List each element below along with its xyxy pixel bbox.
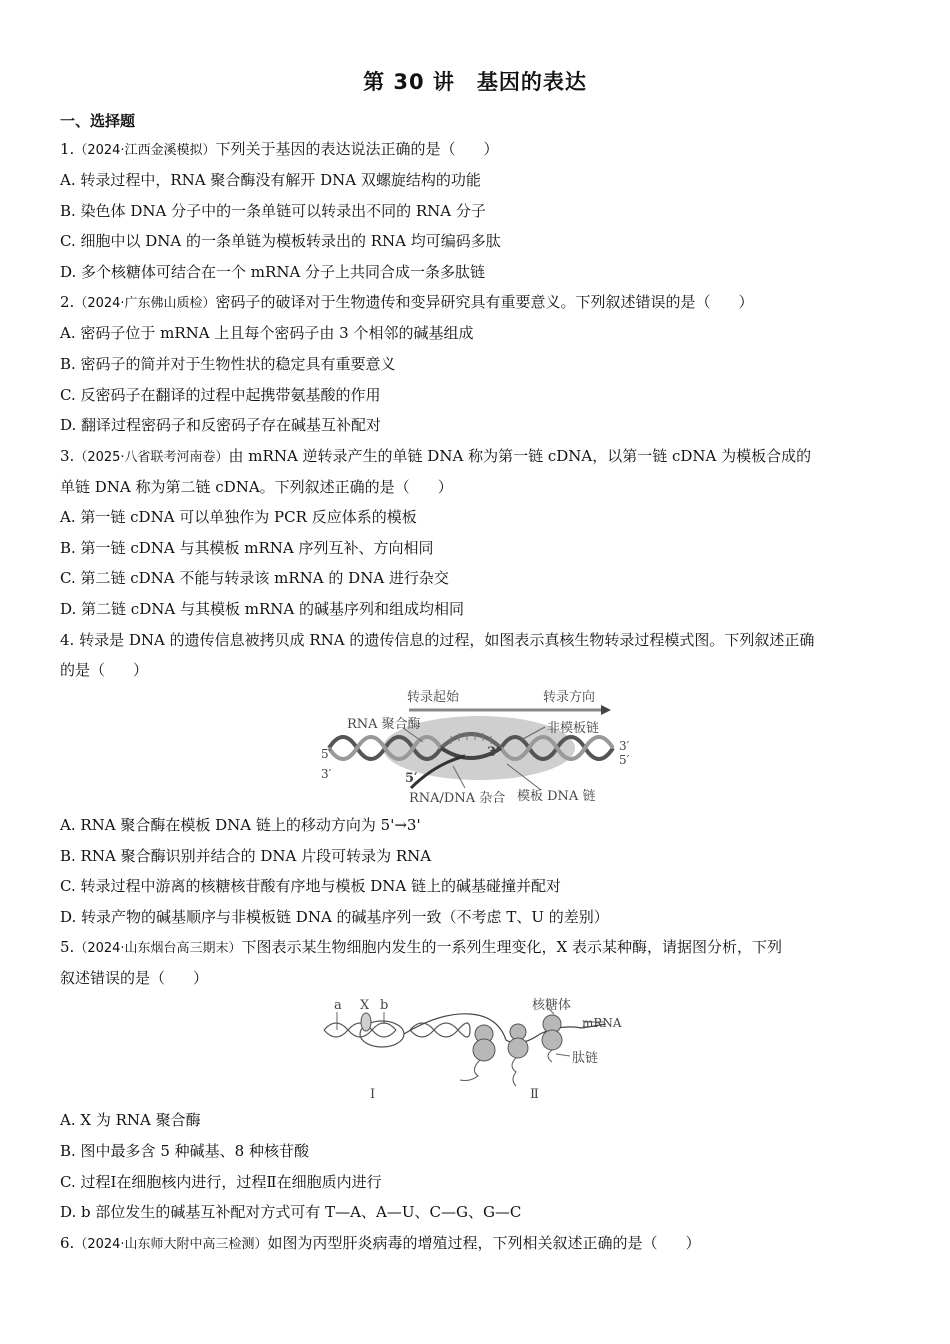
label-inner-5: 5′ [405, 771, 418, 786]
question-4-stem-line2 [60, 660, 148, 680]
label-end-5-left: 5′ [321, 747, 332, 761]
label-process-2: Ⅱ [530, 1087, 539, 1102]
question-2-option-c: C. 反密码子在翻译的过程中起携带氨基酸的作用 [60, 386, 381, 404]
label-template-dna-strand: 模板 DNA 链 [517, 789, 596, 804]
question-1-option-c: C. 细胞中以 DNA 的一条单链为模板转录出的 RNA 均可编码多肽 [60, 232, 501, 250]
question-5-option-a: A. X 为 RNA 聚合酶 [60, 1111, 201, 1129]
gene-expression-diagram [320, 994, 640, 1102]
label-transcription-start: 转录起始 [407, 690, 460, 705]
mrna-strand [404, 1014, 606, 1043]
question-number: 3. [60, 447, 75, 465]
question-number: 2. [60, 293, 75, 311]
answer-paren-close: ） [437, 478, 453, 496]
question-4-stem-line1: 4. 转录是 DNA 的遗传信息被拷贝成 RNA 的遗传信息的过程，如图表示真核生物转录过程模式图。下列叙述正确 [60, 631, 815, 649]
label-inner-3: 3′ [487, 745, 500, 760]
question-source: （2024·广东佛山质检） [74, 296, 216, 311]
answer-paren-close: ） [738, 293, 754, 311]
question-4-option-b: B. RNA 聚合酶识别并结合的 DNA 片段可转录为 RNA [60, 847, 432, 865]
leader-peptide [556, 1054, 570, 1056]
question-3-stem-line2 [60, 477, 453, 497]
section-heading: 一、选择题 [60, 112, 136, 130]
enzyme-x-part [361, 1013, 371, 1031]
question-3-option-c: C. 第二链 cDNA 不能与转录该 mRNA 的 DNA 进行杂交 [60, 569, 449, 587]
label-end-3-left: 3′ [321, 767, 332, 781]
label-rna-polymerase: RNA 聚合酶 [347, 717, 421, 732]
question-number: 6. [60, 1234, 75, 1252]
question-text: 下列关于基因的表达说法正确的是（ [215, 140, 456, 158]
question-2-option-a: A. 密码子位于 mRNA 上且每个密码子由 3 个相邻的碱基组成 [60, 324, 474, 342]
peptide-chain-3 [548, 1050, 552, 1062]
label-b: b [380, 998, 389, 1013]
answer-paren-close: ） [483, 140, 499, 158]
label-ribosome: 核糖体 [532, 998, 572, 1013]
question-2-option-b: B. 密码子的简并对于生物性状的稳定具有重要意义 [60, 355, 396, 373]
question-source: （2025·八省联考河南卷） [74, 450, 229, 465]
question-5-option-d: D. b 部位发生的碱基互补配对方式可有 T—A、A—U、C—G、G—C [60, 1203, 522, 1221]
answer-paren-close: ） [133, 661, 149, 679]
question-4-option-a: A. RNA 聚合酶在模板 DNA 链上的移动方向为 5'→3' [60, 816, 421, 834]
label-a: a [334, 998, 342, 1013]
question-number: 1. [60, 140, 75, 158]
label-x: X [360, 998, 370, 1013]
question-4-option-c: C. 转录过程中游离的核糖核苷酸有序地与模板 DNA 链上的碱基碰撞并配对 [60, 877, 562, 895]
label-peptide: 肽链 [572, 1051, 599, 1066]
question-text: 由 mRNA 逆转录产生的单链 DNA 称为第一链 cDNA，以第一链 cDNA 为模板合成的 [228, 447, 812, 465]
question-source: （2024·山东师大附中高三检测） [74, 1237, 268, 1252]
label-transcription-direction: 转录方向 [543, 690, 596, 705]
question-1-stem [60, 139, 499, 161]
question-2-stem [60, 292, 754, 314]
direction-arrow-head [601, 705, 611, 715]
question-4-option-d: D. 转录产物的碱基顺序与非模板链 DNA 的碱基序列一致（不考虑 T、U 的差别） [60, 908, 609, 926]
question-6-stem [60, 1233, 701, 1255]
question-3-option-d: D. 第二链 cDNA 与其模板 mRNA 的碱基序列和组成均相同 [60, 600, 464, 618]
peptide-chain-1 [460, 1060, 480, 1081]
label-mrna: mRNA [582, 1016, 622, 1030]
label-rna-dna-hybrid: RNA/DNA 杂合 [409, 791, 506, 806]
question-3-option-b: B. 第一链 cDNA 与其模板 mRNA 序列互补、方向相同 [60, 539, 434, 557]
question-text: 单链 DNA 称为第二链 cDNA。下列叙述正确的是（ [60, 478, 410, 496]
label-end-5-right: 5′ [619, 753, 630, 767]
question-5-stem-line2 [60, 968, 208, 988]
page-title: 第 30 讲 基因的表达 [363, 70, 587, 94]
question-text: 的是（ [60, 661, 106, 679]
question-3-stem-line1 [60, 446, 811, 468]
transcription-diagram [315, 684, 635, 810]
label-non-template-strand: 非模板链 [547, 721, 600, 736]
question-source: （2024·山东烟台高三期末） [74, 941, 242, 956]
question-1-option-b: B. 染色体 DNA 分子中的一条单链可以转录出不同的 RNA 分子 [60, 202, 486, 220]
question-text: 如图为丙型肝炎病毒的增殖过程，下列相关叙述正确的是（ [267, 1234, 658, 1252]
question-source: （2024·江西金溪模拟） [74, 143, 216, 158]
question-5-option-b: B. 图中最多含 5 种碱基、8 种核苷酸 [60, 1142, 309, 1160]
question-text: 密码子的破译对于生物遗传和变异研究具有重要意义。下列叙述错误的是（ [215, 293, 711, 311]
question-1-option-a: A. 转录过程中，RNA 聚合酶没有解开 DNA 双螺旋结构的功能 [60, 171, 481, 189]
label-process-1: Ⅰ [370, 1087, 376, 1102]
answer-paren-close: ） [685, 1234, 701, 1252]
question-text: 叙述错误的是（ [60, 969, 166, 987]
question-3-option-a: A. 第一链 cDNA 可以单独作为 PCR 反应体系的模板 [60, 508, 417, 526]
label-end-3-right: 3′ [619, 739, 630, 753]
question-5-option-c: C. 过程Ⅰ在细胞核内进行，过程Ⅱ在细胞质内进行 [60, 1173, 382, 1191]
question-5-stem-line1 [60, 937, 782, 959]
question-2-option-d: D. 翻译过程密码子和反密码子存在碱基互补配对 [60, 416, 382, 434]
question-text: 下图表示某生物细胞内发生的一系列生理变化，X 表示某种酶，请据图分析，下列 [241, 938, 782, 956]
question-number: 5. [60, 938, 75, 956]
question-1-option-d: D. 多个核糖体可结合在一个 mRNA 分子上共同合成一条多肽链 [60, 263, 486, 281]
peptide-chain-2 [512, 1058, 516, 1086]
answer-paren-close: ） [193, 969, 209, 987]
